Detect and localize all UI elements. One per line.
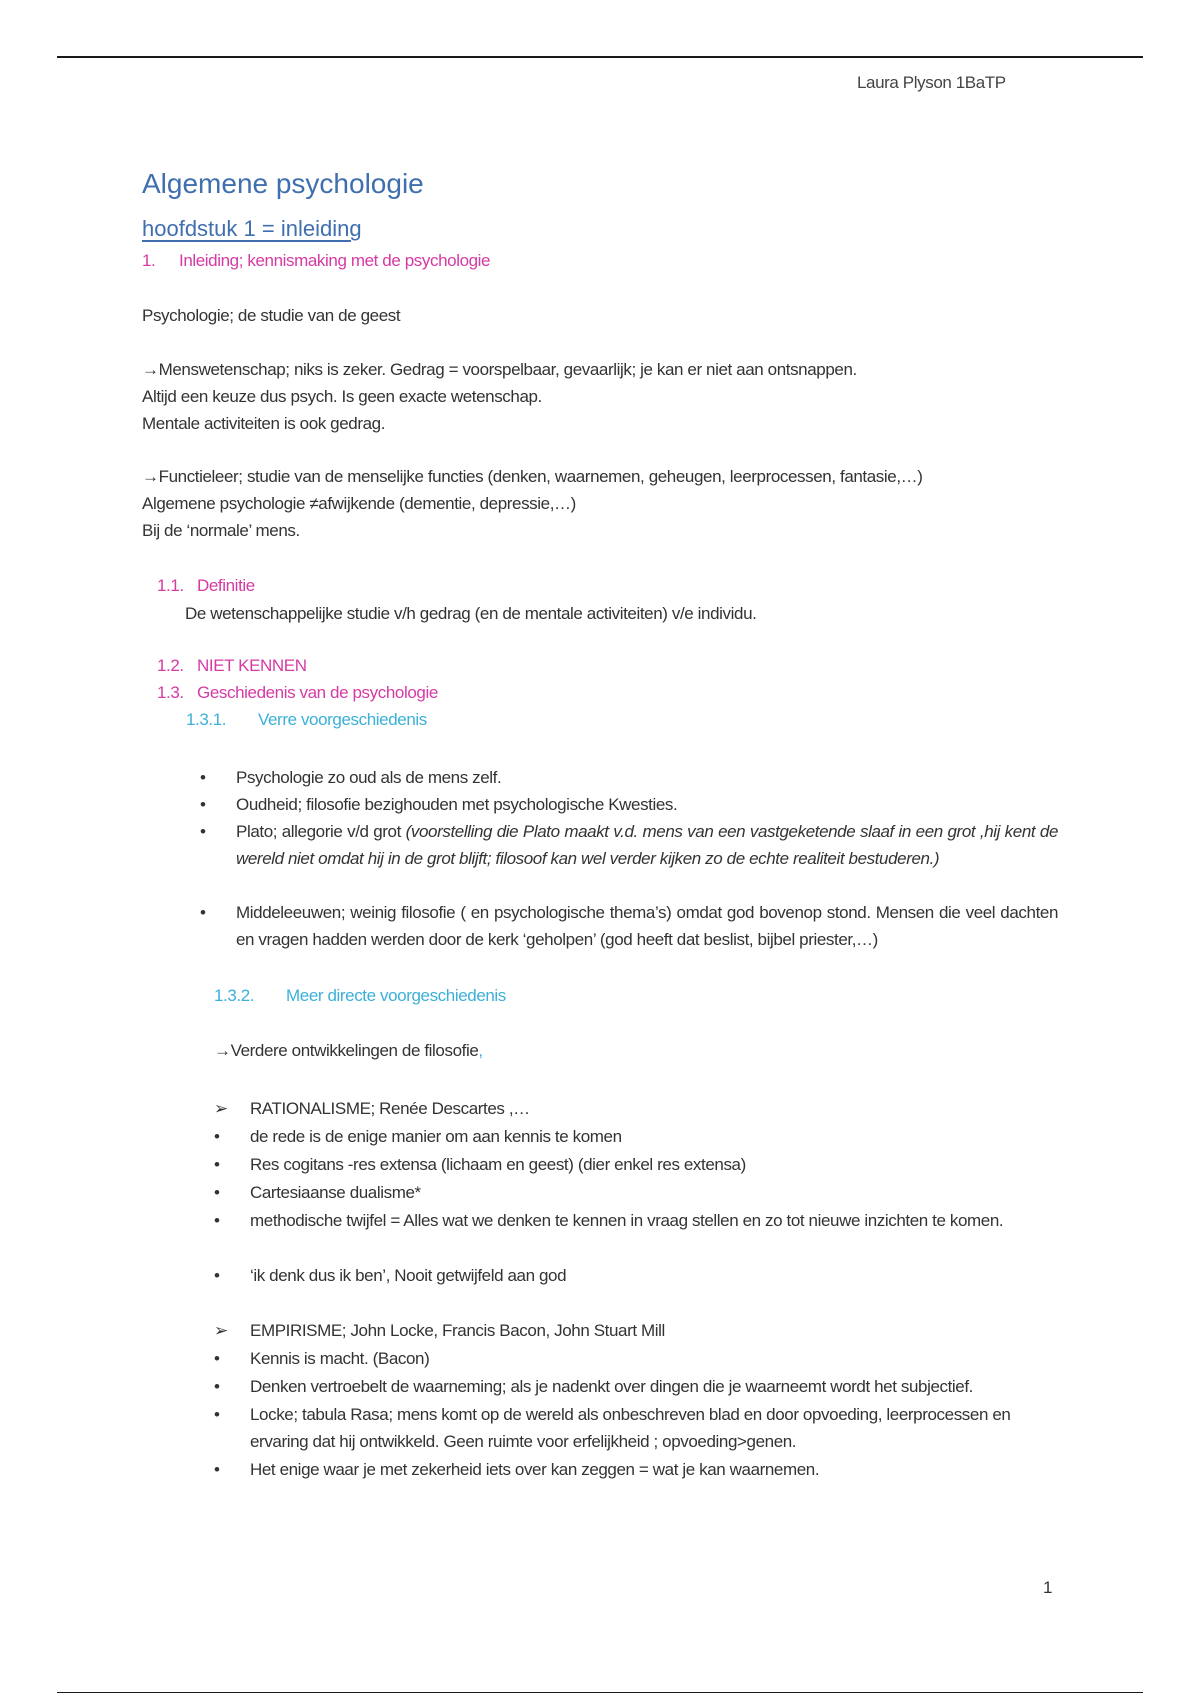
bullet-icon: • — [214, 1377, 220, 1396]
list-item: • Middeleeuwen; weinig filosofie ( en psychologische thema’s) omdat god bovenop stond. Mensen die veel dachten en vragen hadden werden door de kerk ‘geholpen’ (god heeft dat beslist, bijbel priester,…) — [236, 899, 1058, 953]
list-item: • methodische twijfel = Alles wat we denken te kennen in vraag stellen en zo tot nieuwe inzichten te komen. — [250, 1207, 1058, 1234]
author-header: Laura Plyson 1BaTP — [857, 73, 1006, 92]
list-item: • Kennis is macht. (Bacon) — [250, 1345, 1058, 1372]
paragraph-line: Altijd een keuze dus psych. Is geen exacte wetenschap. — [142, 387, 542, 406]
footer-rule — [57, 1692, 1143, 1693]
section-number: 1. — [142, 251, 156, 270]
bullet-icon: • — [214, 1211, 220, 1230]
bullet-icon: • — [214, 1266, 220, 1285]
section-title: Geschiedenis van de psychologie — [197, 683, 438, 702]
bullet-icon: • — [214, 1155, 220, 1174]
section-1-1-heading — [157, 576, 255, 596]
list-item: • Cartesiaanse dualisme* — [250, 1179, 1058, 1206]
bullet-icon: • — [214, 1405, 220, 1424]
section-1-3-heading — [157, 683, 438, 703]
section-number: 1.2. — [157, 656, 184, 675]
bullet-icon: • — [214, 1460, 220, 1479]
further-developments-line: →Verdere ontwikkelingen de filosofie, — [214, 1041, 483, 1060]
intro-line: Psychologie; de studie van de geest — [142, 306, 401, 325]
list-item: • Het enige waar je met zekerheid iets over kan zeggen = wat je kan waarnemen. — [250, 1456, 1058, 1483]
section-1-3-2-heading — [214, 986, 506, 1006]
bullet-icon: • — [200, 822, 206, 841]
section-1-heading — [142, 251, 490, 271]
list-heading-empiricism: ➢ EMPIRISME; John Locke, Francis Bacon, John Stuart Mill — [250, 1317, 1058, 1344]
paragraph-line: →Menswetenschap; niks is zeker. Gedrag = voorspelbaar, gevaarlijk; je kan er niet aan ontsnappen. — [142, 360, 857, 379]
arrowhead-bullet-icon: ➢ — [214, 1099, 228, 1118]
paragraph-line: Bij de ‘normale’ mens. — [142, 521, 300, 540]
list-item: • de rede is de enige manier om aan kennis te komen — [250, 1123, 1058, 1150]
section-title: Definitie — [197, 576, 255, 595]
bullet-icon: • — [214, 1183, 220, 1202]
arrowhead-bullet-icon: ➢ — [214, 1321, 228, 1340]
paragraph-line: →Functieleer; studie van de menselijke functies (denken, waarnemen, geheugen, leerprocessen, fantasie,…) — [142, 467, 923, 486]
section-number: 1.1. — [157, 576, 184, 595]
list-item: • ‘ik denk dus ik ben’, Nooit getwijfeld aan god — [250, 1262, 1058, 1289]
bullet-icon: • — [200, 768, 206, 787]
section-number: 1.3. — [157, 683, 184, 702]
bullet-icon: • — [200, 903, 206, 922]
list-item: • Denken vertroebelt de waarneming; als je nadenkt over dingen die je waarneemt wordt het subjectief. — [250, 1373, 1058, 1400]
list-heading-rationalism: ➢ RATIONALISME; Renée Descartes ,… — [250, 1095, 1058, 1122]
bullet-icon: • — [214, 1349, 220, 1368]
list-item: • Locke; tabula Rasa; mens komt op de wereld als onbeschreven blad en door opvoeding, leerprocessen en ervaring dat hij ontwikkeld. Geen ruimte voor erfelijkheid ; opvoeding>genen. — [250, 1401, 1058, 1455]
page-number: 1 — [1043, 1578, 1053, 1597]
section-title: Inleiding; kennismaking met de psychologie — [179, 251, 491, 270]
paragraph-line: Mentale activiteiten is ook gedrag. — [142, 414, 386, 433]
chapter-heading: hoofdstuk 1 = inleiding — [142, 216, 362, 241]
paragraph-line: Algemene psychologie ≠afwijkende (dementie, depressie,…) — [142, 494, 576, 513]
section-number: 1.3.2. — [214, 986, 255, 1005]
list-item: • Res cogitans -res extensa (lichaam en geest) (dier enkel res extensa) — [250, 1151, 1058, 1178]
section-1-2-heading — [157, 656, 307, 676]
bullet-icon: • — [214, 1127, 220, 1146]
section-title: Verre voorgeschiedenis — [258, 710, 427, 729]
section-1-3-1-heading — [186, 710, 427, 730]
bullet-icon: • — [200, 795, 206, 814]
section-title: Meer directe voorgeschiedenis — [286, 986, 506, 1005]
section-title: NIET KENNEN — [197, 656, 307, 675]
section-number: 1.3.1. — [186, 710, 227, 729]
list-item: • Psychologie zo oud als de mens zelf. — [236, 764, 1058, 791]
list-item: • Oudheid; filosofie bezighouden met psychologische Kwesties. — [236, 791, 1058, 818]
header-rule — [57, 56, 1143, 58]
definition-text: De wetenschappelijke studie v/h gedrag (en de mentale activiteiten) v/e individu. — [185, 604, 757, 623]
document-title: Algemene psychologie — [142, 168, 424, 199]
list-item: • Plato; allegorie v/d grot (voorstelling die Plato maakt v.d. mens van een vastgeketende slaaf in een grot ,hij kent de wereld niet omdat hij in de grot blijft; filosoof kan wel verder kijken zo de echte realiteit bestuderen.) — [236, 818, 1058, 872]
